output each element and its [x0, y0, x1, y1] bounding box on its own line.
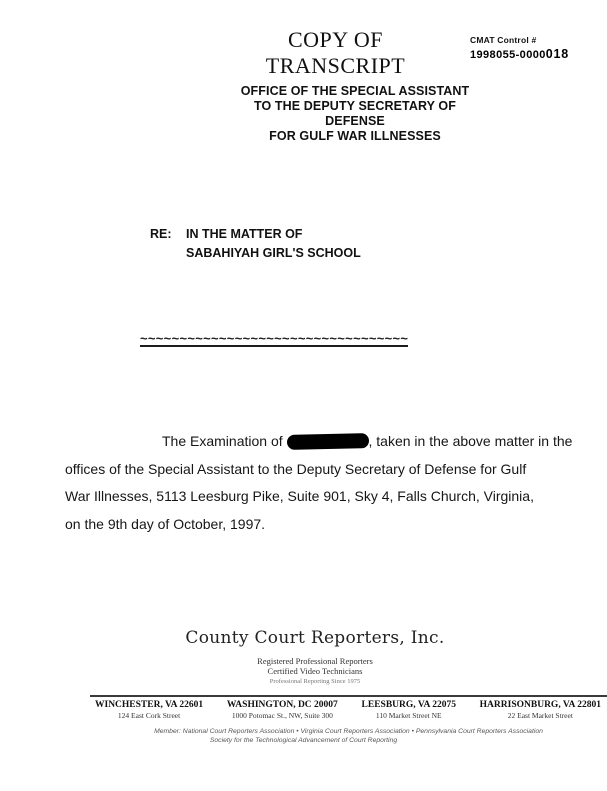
office-location-washington: [227, 700, 338, 720]
office-street: 124 East Cork Street: [117, 711, 181, 720]
re-block: [150, 225, 361, 262]
re-label: RE:: [150, 227, 172, 241]
office-location-harrisonburg: [480, 700, 601, 720]
body-line-3: War Illnesses, 5113 Leesburg Pike, Suite 901, Sky 4, Falls Church, Virginia,: [65, 488, 534, 504]
office-heading: [230, 84, 480, 144]
office-city: WINCHESTER, VA 22601: [95, 700, 204, 710]
office-heading-line-3: FOR GULF WAR ILLNESSES: [269, 129, 441, 143]
cmat-number-stamp: 018: [545, 47, 570, 61]
office-city: HARRISONBURG, VA 22801: [479, 700, 601, 710]
cmat-number-prefix: 1998055-0000: [470, 49, 546, 61]
office-locations-row: [95, 700, 601, 720]
membership-line-1: Member: National Court Reporters Association • Virginia Court Reporters Association • Pennsylvania Court Reporters Association: [154, 728, 543, 735]
membership-line-2: Society for the Technological Advancement of Court Reporting: [209, 737, 398, 744]
body-paragraph: [65, 428, 573, 538]
office-city: LEESBURG, VA 22075: [361, 700, 456, 710]
re-matter-line-2: SABAHIYAH GIRL'S SCHOOL: [186, 245, 361, 260]
office-street: 1000 Potomac St., NW, Suite 300: [231, 711, 333, 720]
office-city: WASHINGTON, DC 20007: [226, 700, 338, 710]
office-street: 22 East Market Street: [507, 711, 573, 720]
company-tagline-2: Certified Video Technicians: [267, 666, 363, 676]
company-tagline-1: Registered Professional Reporters: [257, 656, 373, 666]
office-location-leesburg: [362, 700, 456, 720]
cmat-control-number: [470, 47, 605, 61]
tilde-divider: ~~~~~~~~~~~~~~~~~~~~~~~~~~~~~~~~~~: [140, 331, 409, 346]
re-matter-line-1: IN THE MATTER OF: [186, 227, 303, 241]
office-street: 110 Market Street NE: [375, 711, 442, 720]
document-title: COPY OF TRANSCRIPT: [265, 27, 406, 78]
cmat-control-block: [470, 35, 605, 61]
redaction-mark: [286, 433, 368, 450]
reporter-company-name: County Court Reporters, Inc.: [185, 628, 445, 648]
office-location-winchester: [95, 700, 203, 720]
body-line-1-post: , taken in the above matter in the: [368, 433, 573, 449]
cmat-control-label: CMAT Control #: [470, 35, 537, 45]
office-heading-line-1: OFFICE OF THE SPECIAL ASSISTANT: [240, 84, 470, 98]
body-line-1: [65, 428, 573, 456]
body-line-4: on the 9th day of October, 1997.: [65, 515, 266, 532]
office-heading-line-2: TO THE DEPUTY SECRETARY OF DEFENSE: [254, 99, 456, 128]
company-tagline-3: Professional Reporting Since 1975: [269, 678, 361, 685]
body-line-2: offices of the Special Assistant to the Deputy Secretary of Defense for Gulf: [65, 460, 527, 477]
footer-divider-rule: [90, 695, 607, 697]
body-line-1-pre: The Examination of: [162, 433, 283, 449]
